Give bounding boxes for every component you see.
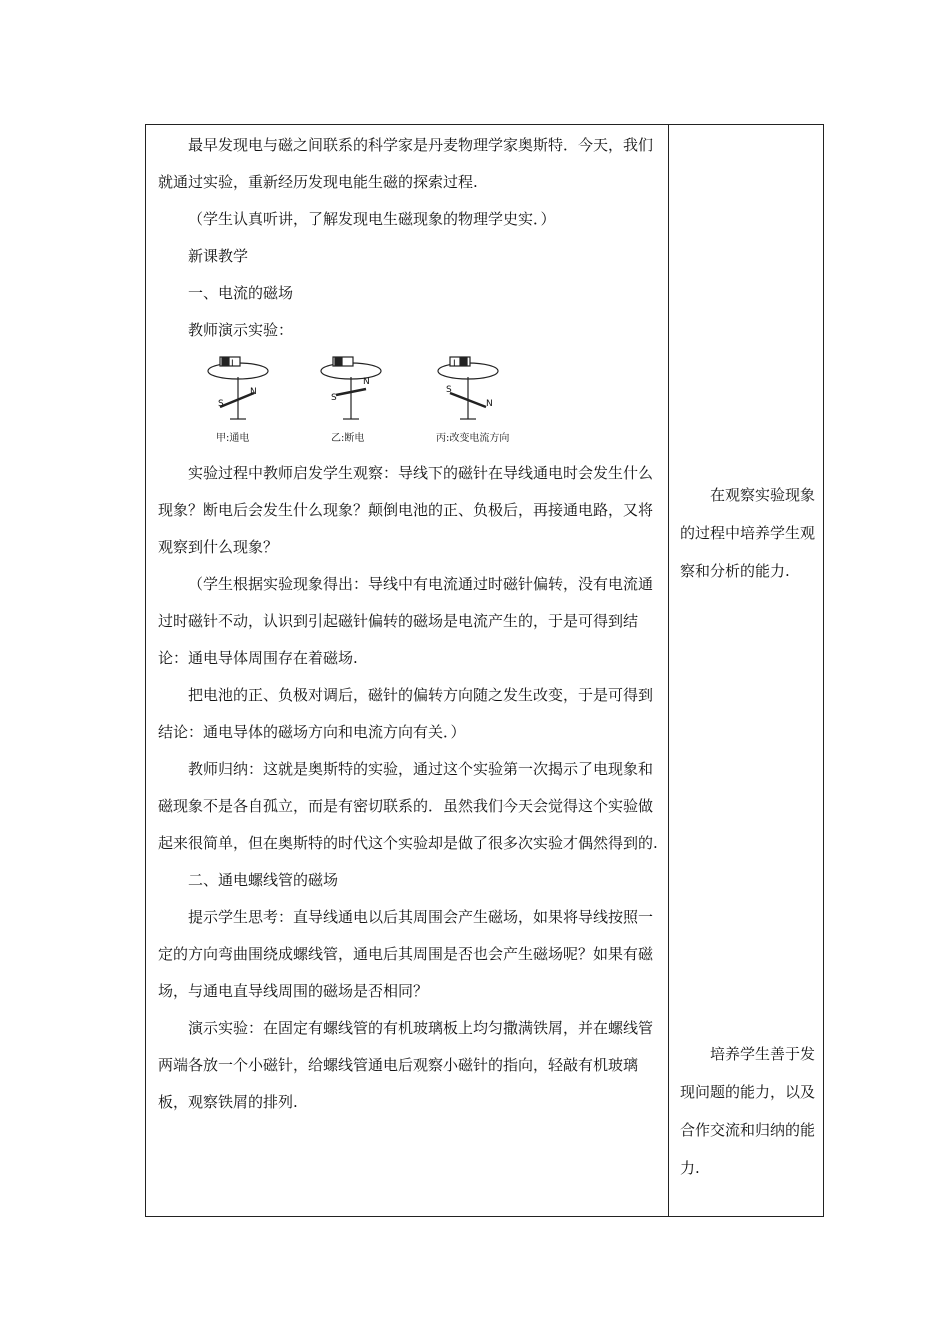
- observation-paragraph: 实验过程中教师启发学生观察：导线下的磁针在导线通电时会发生什么现象？断电后会发生什么现象？颠倒电池的正、负极后，再接通电路，又将观察到什么现象？: [158, 464, 654, 556]
- label-i-a: I: [231, 359, 234, 369]
- prompt-paragraph: 提示学生思考：直导线通电以后其周围会产生磁场，如果将导线按照一定的方向弯曲围绕成螺线管，通电后其周围是否也会产生磁场呢？如果有磁场，与通电直导线周围的磁场是否相同？: [158, 908, 654, 1000]
- side-note-1-text: 在观察实验现象的过程中培养学生观察和分析的能力.: [680, 486, 816, 580]
- main-column: [146, 125, 668, 1121]
- caption-off: 乙:断电: [331, 433, 365, 444]
- lesson-table: [145, 124, 824, 1217]
- section-1-heading: 一、电流的磁场: [188, 284, 294, 302]
- caption-powered: 甲:通电: [216, 433, 250, 444]
- label-s-c: S: [446, 385, 452, 395]
- label-s-a: S: [218, 399, 224, 409]
- label-n-c: N: [486, 399, 493, 409]
- section-2-heading: 二、通电螺线管的磁场: [188, 871, 339, 889]
- side-note-2-text: 培养学生善于发现问题的能力，以及合作交流和归纳的能力.: [680, 1045, 816, 1177]
- demo-intro: 教师演示实验：: [188, 321, 294, 339]
- column-divider: [668, 125, 669, 1216]
- student-conclusion-paragraph: （学生根据实验现象得出：导线中有电流通过时磁针偏转，没有电流通过时磁针不动，认识到引起磁针偏转的磁场是电流产生的，于是可得到结论：通电导体周围存在着磁场.: [158, 575, 654, 667]
- label-i-c: I: [453, 359, 456, 369]
- oersted-experiment-figure: [198, 349, 558, 455]
- label-n-b: N: [363, 377, 370, 387]
- student-note-paragraph: （学生认真听讲，了解发现电生磁现象的物理学史实．）: [188, 210, 556, 228]
- label-n-a: N: [250, 387, 257, 397]
- intro-paragraph: 最早发现电与磁之间联系的科学家是丹麦物理学家奥斯特．今天，我们就通过实验，重新经历发现电能生磁的探索过程.: [158, 136, 654, 191]
- demo-paragraph: 演示实验：在固定有螺线管的有机玻璃板上均匀撒满铁屑，并在螺线管两端各放一个小磁针，给螺线管通电后观察小磁针的指向，轻敲有机玻璃板，观察铁屑的排列.: [158, 1019, 654, 1111]
- side-note-2: [670, 1035, 824, 1187]
- new-lesson-heading: 新课教学: [188, 247, 249, 265]
- side-note-1: [670, 476, 824, 590]
- label-s-b: S: [331, 393, 337, 403]
- teacher-summary-paragraph: 教师归纳：这就是奥斯特的实验，通过这个实验第一次揭示了电现象和磁现象不是各自孤立，而是有密切联系的．虽然我们今天会觉得这个实验做起来很简单，但在奥斯特的时代这个实验却是做了很多次实验才偶然得到的.: [158, 760, 658, 852]
- reversal-paragraph: 把电池的正、负极对调后，磁针的偏转方向随之发生改变，于是可得到结论：通电导体的磁场方向和电流方向有关．）: [158, 686, 654, 741]
- caption-reversed: 丙:改变电流方向: [436, 433, 510, 444]
